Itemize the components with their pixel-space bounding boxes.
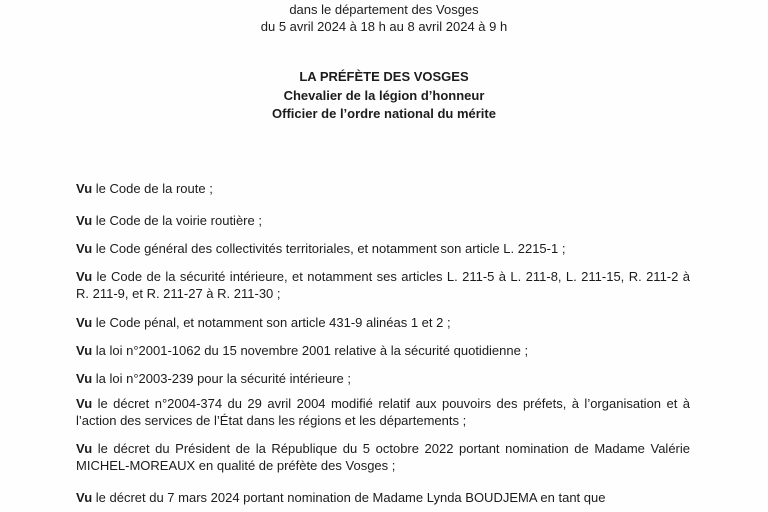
visa-item xyxy=(76,240,690,257)
visa-vu: Vu xyxy=(76,213,93,228)
visa-item xyxy=(76,180,690,197)
visa-vu: Vu xyxy=(76,315,93,330)
authority-honor-1: Chevalier de la légion d’honneur xyxy=(283,88,485,103)
visa-vu: Vu xyxy=(76,441,93,456)
authority-honor-2: Officier de l’ordre national du mérite xyxy=(272,106,496,121)
visa-text: le décret du Président de la République du 5 octobre 2022 portant nomination de Madame Valérie MICHEL-MOREAUX en qualité de préfète des Vosges ; xyxy=(76,441,690,473)
authority-title: LA PRÉFÈTE DES VOSGES xyxy=(299,69,469,84)
visa-item xyxy=(76,212,690,229)
visa-item xyxy=(76,370,690,387)
visa-vu: Vu xyxy=(76,343,93,358)
visa-vu: Vu xyxy=(76,371,93,386)
visa-vu: Vu xyxy=(76,181,93,196)
visa-item xyxy=(76,342,690,359)
visa-vu: Vu xyxy=(76,490,93,505)
visa-item xyxy=(76,268,690,302)
visa-item xyxy=(76,395,690,429)
header-line-2: du 5 avril 2024 à 18 h au 8 avril 2024 à 9 h xyxy=(260,19,508,34)
visa-item xyxy=(76,314,690,331)
visa-vu: Vu xyxy=(76,396,93,411)
visa-text: la loi n°2003-239 pour la sécurité intérieure ; xyxy=(92,371,351,386)
visa-text: le Code de la route ; xyxy=(92,181,213,196)
visa-text: le Code de la sécurité intérieure, et notamment ses articles L. 211-5 à L. 211-8, L. 211-15, R. 211-2 à R. 211-9, et R. 211-27 à R. 211-30 ; xyxy=(76,269,690,301)
visa-text: le Code général des collectivités territoriales, et notamment son article L. 2215-1 ; xyxy=(92,241,566,256)
visa-text: le décret n°2004-374 du 29 avril 2004 modifié relatif aux pouvoirs des préfets, à l’organisation et à l’action des services de l’État dans les régions et les départements ; xyxy=(76,396,690,428)
visa-text: le Code pénal, et notamment son article 431-9 alinéas 1 et 2 ; xyxy=(92,315,451,330)
visa-vu: Vu xyxy=(76,269,93,284)
visa-item xyxy=(76,440,690,474)
visa-vu: Vu xyxy=(76,241,93,256)
visa-text: la loi n°2001-1062 du 15 novembre 2001 relative à la sécurité quotidienne ; xyxy=(92,343,529,358)
header-line-1: dans le département des Vosges xyxy=(289,2,479,17)
visa-text: le Code de la voirie routière ; xyxy=(92,213,262,228)
visa-text: le décret du 7 mars 2024 portant nomination de Madame Lynda BOUDJEMA en tant que xyxy=(92,490,606,505)
visa-item xyxy=(76,489,690,506)
